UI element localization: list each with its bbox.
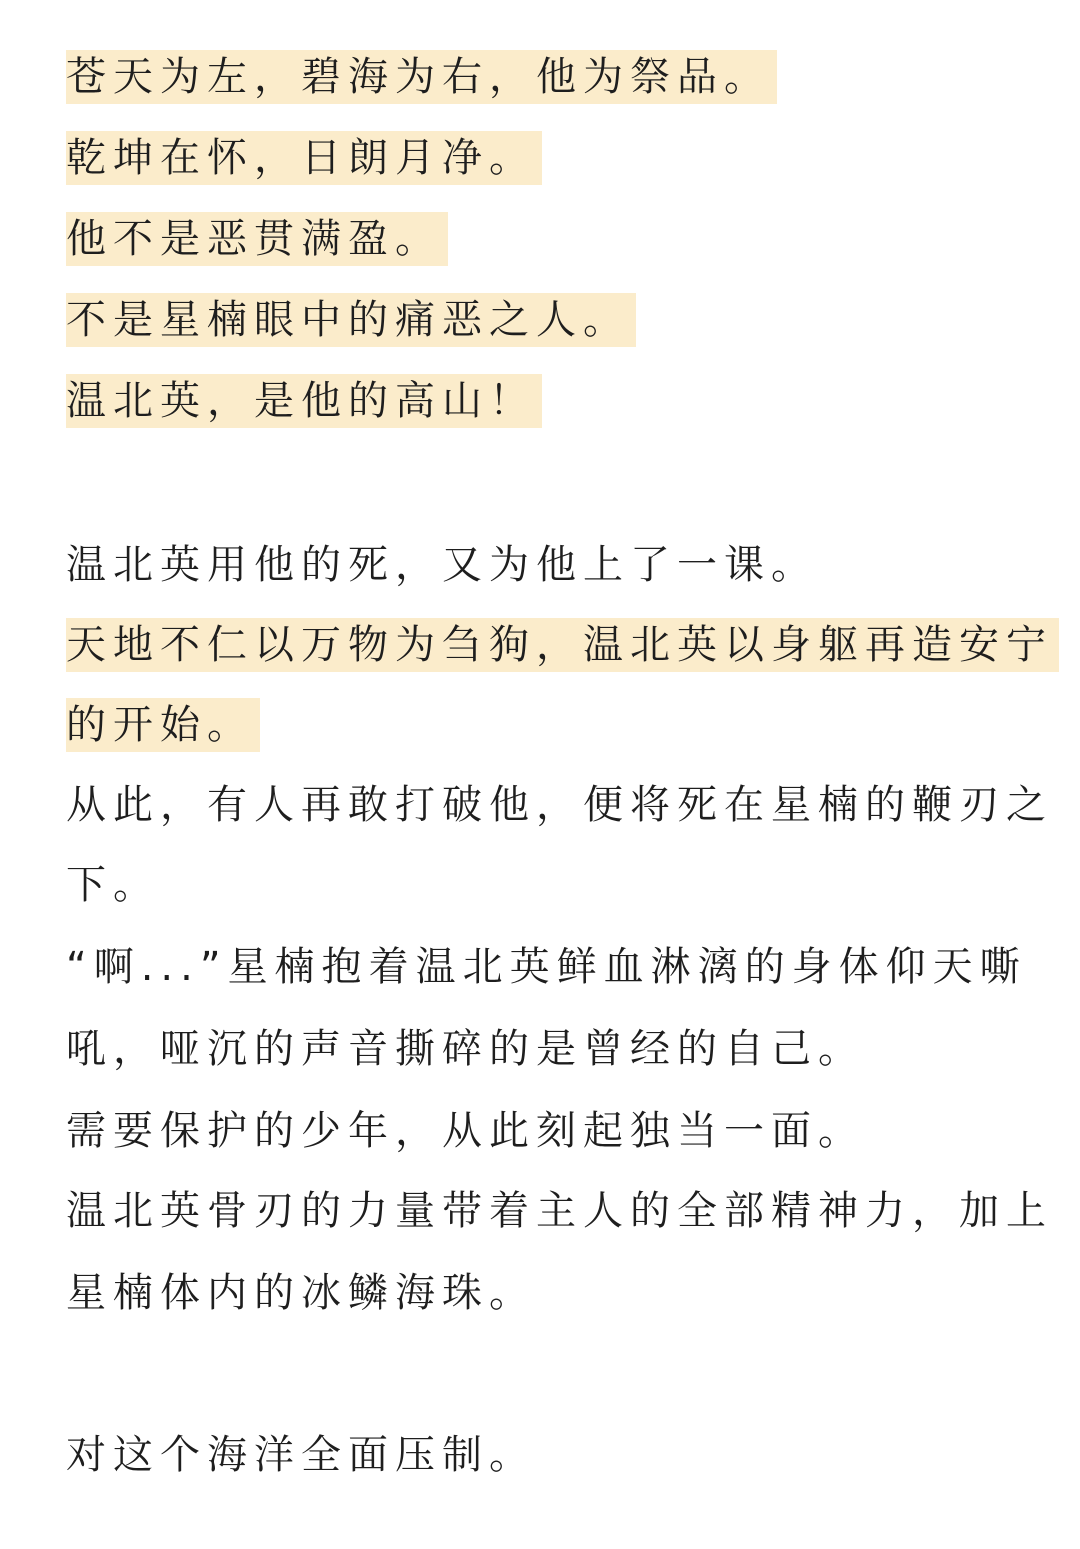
text-line-highlighted: 温北英，是他的高山！ [66,374,542,428]
text-line-highlighted: 的开始。 [66,698,260,752]
text-line: 吼，哑沉的声音撕碎的是曾经的自己。 [66,1026,865,1072]
text-line: 温北英骨刃的力量带着主人的全部精神力，加上 [66,1188,1053,1234]
text-line: 需要保护的少年，从此刻起独当一面。 [66,1108,865,1154]
text-line-highlighted: 苍天为左，碧海为右，他为祭品。 [66,50,777,104]
text-line: 对这个海洋全面压制。 [66,1432,536,1478]
text-line: 星楠体内的冰鳞海珠。 [66,1270,536,1316]
text-line: 下。 [66,862,160,908]
text-line-highlighted: 天地不仁以万物为刍狗，温北英以身躯再造安宁 [66,618,1059,672]
text-line-highlighted: 他不是恶贯满盈。 [66,212,448,266]
text-line-highlighted: 乾坤在怀，日朗月净。 [66,131,542,185]
text-line: “啊...”星楠抱着温北英鲜血淋漓的身体仰天嘶 [66,944,1027,990]
text-line: 从此，有人再敢打破他，便将死在星楠的鞭刃之 [66,782,1053,828]
text-line-highlighted: 不是星楠眼中的痛恶之人。 [66,293,636,347]
text-line: 温北英用他的死，又为他上了一课。 [66,542,818,588]
